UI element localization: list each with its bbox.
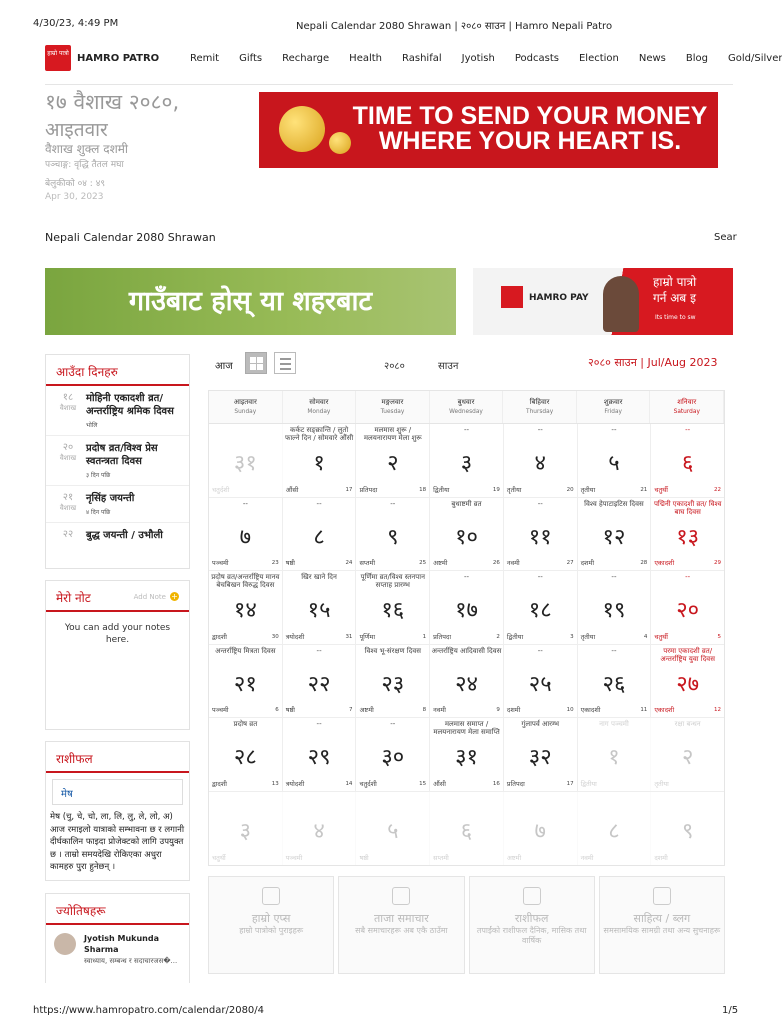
list-item[interactable]	[46, 523, 189, 548]
blog-card[interactable]: साहित्य / ब्लग समसामयिक सामग्री तथा अन्य सुचनाहरू	[599, 876, 725, 974]
day-event: कर्कट सङ्क्रान्ति / लुतो फाल्ने दिन / सोमवारे औंसी	[284, 426, 354, 442]
calendar-week	[209, 571, 724, 645]
village-city-ad-banner[interactable]: गाउँबाट होस् या शहरबाट	[45, 268, 456, 335]
day-number: ४	[313, 818, 325, 844]
day-tithi: द्वादशी	[212, 632, 227, 641]
person-image	[603, 276, 639, 332]
calendar-week	[209, 792, 724, 866]
calendar-day[interactable]	[356, 792, 430, 866]
day-tithi: चतुर्दशी	[212, 485, 230, 494]
list-item[interactable]	[46, 386, 189, 436]
list-item[interactable]	[46, 486, 189, 523]
grid-view-icon[interactable]	[245, 352, 267, 374]
rashifal-card[interactable]: राशीफल तपाईंको राशीफल दैनिक, मासिक तथा वार्षिक	[469, 876, 595, 974]
print-doc-title: Nepali Calendar 2080 Shrawan | २०८० साउन | Hamro Nepali Patro	[296, 21, 613, 32]
day-tithi: पञ्चमी	[285, 854, 303, 862]
day-number: ८	[608, 818, 620, 844]
day-tithi: दशमी	[580, 559, 595, 567]
calendar-day[interactable]	[356, 645, 430, 718]
weekday-header	[209, 391, 724, 424]
day-tithi: षष्ठी	[285, 706, 295, 714]
rashifal-panel	[45, 741, 190, 881]
year-select[interactable]: २०८०	[384, 361, 405, 372]
day-tithi: चतुर्थी	[654, 485, 668, 494]
day-tithi: द्वितीया	[506, 632, 524, 641]
calendar-day[interactable]	[209, 571, 283, 644]
calendar-day[interactable]	[504, 645, 578, 718]
calendar-day[interactable]	[504, 424, 578, 497]
event-date: २१ वैशाख	[59, 492, 77, 512]
weekday-saturday: शनिवार Saturday	[650, 391, 724, 423]
today-nepali-date: १७ वैशाख २०८०,	[45, 90, 180, 114]
calendar-day[interactable]	[504, 792, 578, 866]
day-tithi: औंसी	[285, 485, 299, 494]
day-tithi: पञ्चमी	[212, 706, 229, 714]
day-tithi: सप्तमी	[433, 854, 449, 862]
day-number: २	[387, 451, 399, 476]
day-number: ९	[387, 524, 399, 550]
calendar-day[interactable]	[283, 792, 357, 866]
day-number: ११	[528, 524, 552, 550]
day-number: २२	[307, 671, 331, 697]
day-english-date: 28	[640, 560, 648, 566]
calendar-day[interactable]	[430, 718, 504, 791]
day-event: नाग पञ्चमी	[599, 720, 629, 728]
calendar-day[interactable]	[209, 424, 283, 497]
calendar-day[interactable]	[651, 792, 724, 866]
calendar-day[interactable]	[283, 718, 357, 791]
weekday-sunday: आइतवार Sunday	[209, 391, 283, 423]
day-tithi: तृतीया	[580, 632, 596, 641]
day-event: अन्तर्राष्ट्रिय आदिवासी दिवस	[431, 646, 502, 655]
today-button[interactable]: आज	[215, 361, 233, 372]
day-tithi: औंसी	[433, 779, 446, 788]
day-event: विश्व हेपाटाइटिस दिवस	[584, 499, 644, 508]
day-event: प्रदोष व्रत	[233, 720, 258, 728]
day-tithi: सप्तमी	[359, 559, 376, 567]
day-event: --	[390, 720, 396, 728]
day-english-date: 30	[271, 633, 279, 640]
event-name: बुद्ध जयन्ती / उभौली	[86, 530, 163, 541]
calendar-day[interactable]	[578, 645, 652, 718]
day-event: --	[316, 720, 322, 728]
day-tithi: नवमी	[433, 706, 446, 714]
day-number: ५	[608, 451, 620, 476]
day-event: --	[611, 426, 617, 434]
day-event: मलमास शुरू / मलयनारायण मेला शुरू	[363, 426, 422, 442]
jyotish-name: Jyotish Mukunda Sharma	[84, 934, 159, 954]
day-event: परमा एकादशी व्रत/अन्तर्राष्ट्रिय युवा दिवस	[660, 646, 715, 663]
nav-item-recharge[interactable]: Recharge	[282, 53, 330, 64]
weekday-thursday: बिहिवार Thursday	[503, 391, 577, 423]
weekday-tuesday: मङ्गलवार Tuesday	[356, 391, 430, 423]
day-tithi: अष्टमी	[433, 559, 448, 567]
day-tithi: दशमी	[506, 706, 521, 714]
calendar-day[interactable]	[209, 718, 283, 791]
calendar-day[interactable]	[504, 718, 578, 791]
day-number: २९	[307, 745, 331, 770]
logo-text[interactable]: HAMRO PATRO	[77, 53, 160, 64]
day-english-date: 16	[492, 780, 500, 787]
day-event: --	[316, 499, 322, 508]
nav-item-election[interactable]: Election	[578, 53, 619, 64]
avatar	[54, 933, 76, 955]
nav-item-health[interactable]: Health	[349, 53, 383, 64]
day-number: ३२	[528, 745, 552, 770]
day-number: ९	[681, 818, 694, 844]
calendar-day[interactable]	[430, 424, 504, 497]
my-notes-title: मेरो नोट Add Note +	[46, 581, 189, 612]
day-english-date: 13	[271, 780, 279, 787]
hamro-pay-logo-icon	[501, 286, 523, 308]
list-view-icon[interactable]	[274, 352, 296, 374]
day-english-date: 17	[345, 486, 353, 493]
day-tithi: तृतीया	[506, 485, 522, 494]
day-event: --	[390, 499, 396, 508]
day-number: ८	[313, 524, 325, 550]
calendar-day[interactable]	[430, 571, 504, 644]
day-tithi: चतुर्दशी	[359, 779, 377, 788]
day-tithi: द्वितीया	[580, 779, 597, 788]
nav-item-gifts[interactable]: Gifts	[239, 53, 263, 64]
calendar-day[interactable]	[504, 571, 578, 644]
add-note-button[interactable]: Add Note +	[133, 592, 178, 601]
calendar-day[interactable]	[283, 498, 357, 571]
logo-small-text: हाम्रो पात्रो	[47, 50, 69, 57]
day-event: --	[463, 426, 470, 434]
day-event: प्रदोष व्रत/अन्तर्राष्ट्रिय मानव बेचबिखन विरुद्ध दिवस	[211, 573, 280, 589]
day-tithi: पूर्णिमा	[359, 632, 376, 641]
calendar-day[interactable]	[356, 718, 430, 791]
day-event: रक्षा बन्धन	[674, 720, 701, 728]
day-number: १	[608, 745, 620, 770]
day-number: २५	[528, 671, 552, 697]
day-number: ३	[239, 818, 252, 844]
day-tithi: दशमी	[654, 854, 668, 862]
day-english-date: 17	[566, 780, 574, 787]
day-english-date: 20	[566, 486, 574, 493]
nav-item-news[interactable]: News	[638, 53, 666, 64]
day-english-date: 25	[419, 560, 427, 566]
today-panchanga: पञ्चाङ्ग: वृद्धि तैतल मघा	[45, 160, 124, 170]
event-when: भोलि	[86, 422, 98, 429]
my-notes-panel	[45, 580, 190, 730]
day-english-date: 15	[419, 780, 427, 787]
calendar-day[interactable]	[578, 571, 652, 644]
today-weekday: आइतवार	[45, 119, 108, 141]
day-number: २१	[233, 671, 257, 697]
day-tithi: अष्टमी	[359, 706, 374, 714]
main-nav	[190, 53, 782, 64]
remit-ad-text: TIME TO SEND YOUR MONEY WHERE YOUR HEART IS.	[352, 102, 708, 155]
day-tithi: त्रयोदशी	[285, 632, 305, 641]
weekday-friday: शुक्रवार Friday	[577, 391, 651, 423]
event-name: मोहिनी एकादशी व्रत/अन्तर्राष्ट्रिय श्रमिक दिवस	[86, 393, 174, 417]
calendar-day[interactable]	[430, 792, 504, 866]
nav-item-gold-silver[interactable]: Gold/Silver	[728, 53, 782, 64]
day-number: १५	[307, 598, 331, 623]
jyotish-panel	[45, 893, 190, 983]
calendar-day[interactable]	[578, 498, 652, 571]
day-event: पूर्णिमा व्रत/विश्व स्तनपान सप्ताह प्रारम्भ	[360, 573, 425, 589]
plus-icon[interactable]: +	[171, 592, 178, 601]
day-number: २६	[602, 671, 626, 697]
day-english-date: 19	[492, 486, 500, 493]
day-english-date: 5	[717, 633, 722, 640]
day-english-date: 29	[714, 560, 722, 566]
day-number: १	[313, 451, 325, 476]
jyotish-item[interactable]	[46, 925, 189, 974]
calendar-grid	[208, 390, 725, 866]
event-name: नृसिंह जयन्ती	[86, 493, 135, 504]
day-tithi: द्वितीया	[433, 485, 450, 494]
today-tithi: वैशाख शुक्ल दशमी	[45, 142, 129, 156]
weekday-wednesday: बुधवार Wednesday	[430, 391, 504, 423]
day-english-date: 23	[271, 560, 279, 566]
day-english-date: 12	[714, 707, 722, 713]
page-heading: Nepali Calendar 2080 Shrawan	[45, 231, 216, 244]
blog-icon	[653, 887, 671, 905]
calendar-week	[209, 424, 724, 498]
day-number: ४	[534, 451, 546, 476]
day-number: १८	[528, 598, 552, 623]
day-english-date: 14	[345, 780, 353, 787]
day-tithi: तृतीया	[654, 779, 669, 788]
remit-ad-banner[interactable]	[259, 92, 718, 168]
hamro-pay-panel	[473, 268, 593, 335]
day-english-date: 7	[348, 707, 353, 713]
event-date: २० वैशाख	[59, 442, 77, 462]
day-event: गुंलापर्व आरम्भ	[521, 720, 560, 728]
notes-empty-text: You can add your notes here.	[64, 623, 171, 645]
day-tithi: चतुर्थी	[654, 632, 668, 641]
calendar-day[interactable]	[283, 424, 357, 497]
day-event: --	[611, 573, 617, 581]
calendar-day[interactable]	[430, 645, 504, 718]
day-tithi: त्रयोदशी	[285, 779, 305, 788]
event-date: १८ वैशाख	[59, 392, 77, 412]
day-tithi: नवमी	[580, 854, 594, 862]
day-event: पद्मिनी एकादशी व्रत/ विश्व बाघ दिवस	[653, 499, 722, 516]
day-tithi: एकादशी	[654, 706, 675, 714]
news-icon	[392, 887, 410, 905]
day-event: --	[685, 426, 691, 434]
calendar-day[interactable]	[651, 718, 724, 791]
day-tithi: षष्ठी	[285, 559, 295, 567]
day-number: ३१	[455, 745, 478, 770]
calendar-day[interactable]	[651, 571, 724, 644]
day-event: --	[537, 646, 543, 655]
print-page: 1/5	[722, 1005, 739, 1016]
calendar-day[interactable]	[578, 424, 652, 497]
hamro-pay-ad-banner[interactable]	[473, 268, 733, 335]
hamro-pay-brand: HAMRO PAY	[529, 293, 589, 303]
apps-icon	[262, 887, 280, 905]
day-english-date: 4	[643, 633, 648, 640]
rashi-select[interactable]: मेष	[52, 779, 183, 805]
day-number: ७	[534, 818, 546, 844]
day-english-date: 18	[419, 486, 427, 493]
feature-cards	[208, 876, 725, 974]
day-number: १३	[676, 524, 700, 550]
day-number: ३०	[381, 745, 405, 770]
calendar-weeks	[209, 424, 724, 865]
day-tithi: चतुर्थी	[212, 854, 226, 862]
day-english-date: 31	[345, 633, 353, 640]
day-number: २७	[676, 671, 700, 697]
day-event: अन्तर्राष्ट्रिय मित्रता दिवस	[215, 646, 276, 655]
event-name: प्रदोष व्रत/विश्व प्रेस स्वतन्त्रता दिवस	[86, 443, 158, 467]
day-number: ५	[387, 818, 399, 844]
zodiac-icon	[523, 887, 541, 905]
today-english-date: Apr 30, 2023	[45, 192, 104, 202]
day-number: ३	[460, 451, 473, 476]
day-english-date: 2	[496, 633, 500, 640]
day-tithi: द्वादशी	[212, 779, 227, 788]
day-number: १९	[602, 598, 626, 623]
hamro-pay-small: Its time to sw	[655, 314, 696, 321]
day-tithi: नवमी	[506, 559, 520, 567]
hamro-pay-msg: हाम्रो पात्रो गर्न अब इ	[653, 275, 697, 305]
day-english-date: 1	[422, 633, 427, 640]
hamro-pay-promo	[593, 268, 733, 335]
day-number: ७	[239, 524, 252, 550]
calendar-day[interactable]	[209, 645, 283, 718]
jyotish-title: ज्योतिषहरू	[46, 894, 189, 925]
calendar-day[interactable]	[504, 498, 578, 571]
calendar-day[interactable]	[356, 424, 430, 497]
day-english-date: 24	[345, 560, 353, 566]
day-tithi: अष्टमी	[506, 854, 522, 862]
day-event: --	[463, 573, 470, 581]
day-number: २३	[381, 671, 405, 697]
day-number: ६	[460, 818, 473, 844]
weekday-monday: सोमवार Monday	[283, 391, 357, 423]
upcoming-days-title: आउँदा दिनहरु	[46, 355, 189, 386]
month-select[interactable]: साउन	[438, 361, 459, 372]
day-number: १४	[233, 598, 257, 623]
day-number: १२	[602, 524, 626, 550]
logo-icon[interactable]	[45, 45, 71, 71]
nav-item-rashifal[interactable]: Rashifal	[402, 53, 442, 64]
calendar-day[interactable]	[578, 792, 652, 866]
day-english-date: 8	[422, 707, 427, 713]
day-event: बुधाष्टमी व्रत	[451, 499, 482, 508]
calendar-day[interactable]	[209, 498, 283, 571]
day-event: --	[537, 573, 543, 581]
day-tithi: एकादशी	[580, 706, 601, 714]
calendar-week	[209, 498, 724, 572]
event-date: २२	[62, 529, 74, 540]
day-english-date: 21	[640, 486, 648, 493]
rashifal-text: मेष (चु, चे, चो, ला, लि, लु, ले, लो, अ) आज रमाइलो यात्राको सम्भावना छ र लगानी दीर्घकालिन फाइदा प्रोजेक्टको लागि उपयुक्त छ । ताम्रो समयदेखि रोकिएका अधुरा कामहरु पुरा हुनेछन् ।	[50, 812, 185, 872]
calendar-day[interactable]	[430, 498, 504, 571]
calendar-day[interactable]	[651, 645, 724, 718]
day-number: १६	[381, 598, 405, 623]
event-when: ४ दिन पछि	[86, 509, 111, 516]
day-event: --	[685, 573, 691, 581]
day-event: --	[242, 499, 248, 508]
calendar-week	[209, 718, 724, 792]
header-divider	[45, 84, 733, 85]
nav-item-jyotish[interactable]: Jyotish	[461, 53, 495, 64]
day-tithi: एकादशी	[654, 559, 675, 567]
day-number: ३१	[233, 451, 257, 476]
day-event: --	[537, 426, 543, 434]
calendar-day[interactable]	[356, 498, 430, 571]
day-tithi: षष्ठी	[359, 854, 369, 862]
day-number: १७	[455, 598, 478, 623]
calendar-week	[209, 645, 724, 719]
day-number: २	[681, 745, 694, 770]
day-english-date: 10	[566, 707, 574, 713]
coin-icon	[279, 106, 325, 152]
day-tithi: प्रतिपदा	[433, 632, 452, 641]
day-event: मलमास समाप्त / मलयनारायण मेला समाप्ति	[433, 720, 500, 736]
rashifal-title: राशीफल	[46, 742, 189, 773]
nav-item-remit[interactable]: Remit	[190, 53, 220, 64]
day-english-date: 27	[566, 560, 574, 566]
day-event: खिर खाने दिन	[301, 573, 337, 581]
search-link[interactable]: Sear	[714, 232, 737, 243]
day-tithi: पञ्चमी	[212, 559, 229, 567]
day-number: ६	[681, 451, 694, 476]
list-item[interactable]	[46, 436, 189, 486]
day-number: २८	[233, 745, 257, 770]
day-english-date: 6	[275, 707, 279, 713]
day-tithi: प्रतिपदा	[506, 779, 525, 788]
day-tithi: तृतीया	[580, 485, 596, 494]
news-card[interactable]: ताजा समाचार सबै समाचारहरू अब एकै ठाउँमा	[338, 876, 464, 974]
nav-item-podcasts[interactable]: Podcasts	[514, 53, 559, 64]
day-event: --	[316, 646, 322, 655]
day-event: --	[537, 499, 543, 508]
calendar-day[interactable]	[651, 424, 724, 497]
day-english-date: 11	[640, 707, 648, 713]
day-english-date: 9	[496, 707, 500, 713]
calendar-day[interactable]	[651, 498, 724, 571]
day-tithi: प्रतिपदा	[359, 485, 378, 494]
upcoming-days-panel	[45, 354, 190, 569]
jyotish-desc: स्वाध्याय, सम्बन्ध र सदाचारजस�...	[84, 957, 178, 965]
apps-card[interactable]: हाम्रो एप्स हाम्रो पात्रोको पुराइहरू	[208, 876, 334, 974]
event-when: ३ दिन पछि	[86, 472, 111, 479]
print-url: https://www.hamropatro.com/calendar/2080/4	[33, 1005, 265, 1016]
day-number: २४	[455, 671, 478, 697]
day-english-date: 22	[714, 486, 722, 493]
day-event: --	[611, 646, 617, 655]
day-english-date: 3	[570, 633, 574, 640]
day-event: विश्व भू-संरक्षण दिवस	[364, 646, 421, 655]
calendar-day[interactable]	[283, 571, 357, 644]
today-time: बेलुकीको ०४ : ४९	[45, 179, 106, 189]
print-datetime: 4/30/23, 4:49 PM	[33, 18, 119, 29]
month-title: २०८० साउन | Jul/Aug 2023	[588, 356, 718, 369]
day-english-date: 26	[492, 560, 500, 566]
calendar-day[interactable]	[578, 718, 652, 791]
nav-item-blog[interactable]: Blog	[685, 53, 709, 64]
calendar-day[interactable]	[209, 792, 283, 866]
day-number: २०	[676, 598, 700, 623]
day-number: १०	[455, 524, 478, 550]
calendar-day[interactable]	[356, 571, 430, 644]
calendar-day[interactable]	[283, 645, 357, 718]
